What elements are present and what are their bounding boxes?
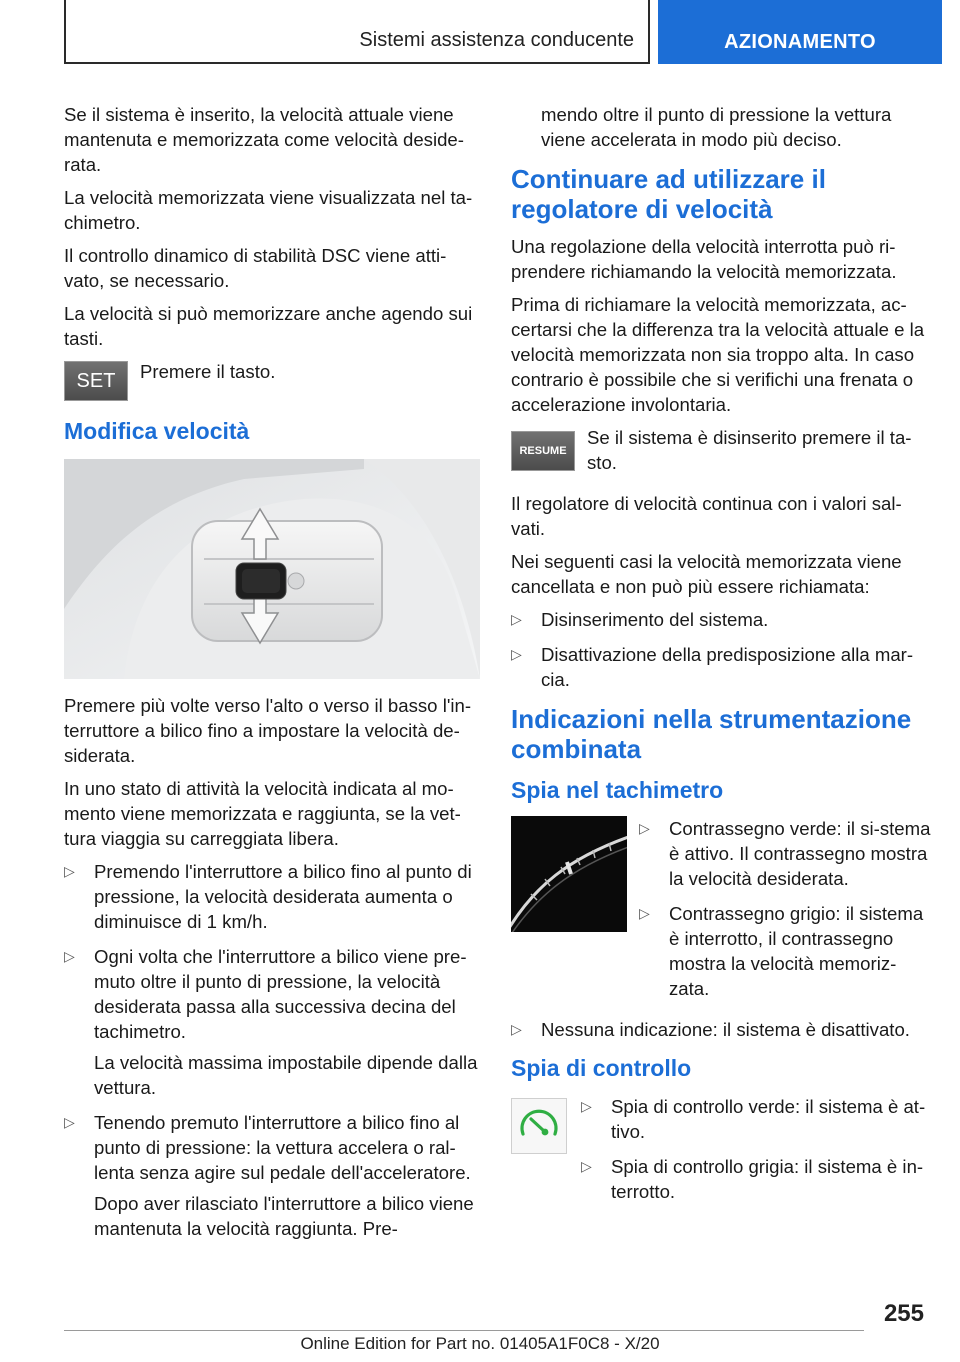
right-column	[511, 102, 931, 1214]
list-item-text: Spia di controllo grigia: il sistema è in-terrotto.	[611, 1156, 924, 1202]
bullet-triangle-icon: ▷	[511, 611, 522, 627]
list-item-text: Disinserimento del sistema.	[541, 609, 769, 630]
set-key-instruction	[64, 359, 482, 401]
paragraph: Una regolazione della velocità interrotta può ri-prendere richiamando la velocità memorizzata.	[511, 236, 897, 282]
paragraph: Il regolatore di velocità continua con i valori sal-vati.	[511, 493, 902, 539]
speedometer-marker-block	[511, 816, 931, 1011]
list-item-text: Ogni volta che l'interruttore a bilico viene pre-muto oltre il punto di pressione, la velocità desiderata passa alla successiva decina del tachimetro.	[94, 946, 467, 1042]
list-item	[64, 944, 482, 1100]
bullet-triangle-icon: ▷	[511, 1021, 522, 1037]
indicator-lamp-list	[581, 1094, 931, 1214]
speed-adjust-list	[64, 859, 482, 1241]
bullet-triangle-icon: ▷	[639, 905, 650, 921]
list-item	[581, 1154, 931, 1204]
paragraph-continued: mendo oltre il punto di pressione la vettura viene accelerata in modo più deciso.	[541, 104, 892, 150]
list-item-text: Contrassegno verde: il si-stema è attivo. Il contrassegno mostra la velocità desiderata.	[669, 818, 931, 889]
resume-key-text: Se il sistema è disinserito premere il ta-sto.	[587, 427, 912, 473]
speedometer-marker-image	[511, 816, 627, 932]
bullet-triangle-icon: ▷	[64, 1114, 75, 1130]
paragraph: Prima di richiamare la velocità memorizzata, ac-certarsi che la differenza tra la velocità attuale e la velocità memorizzata non sia troppo alta. In caso contrario è possibile che si verifichi una frenata o accelerazione involontaria.	[511, 294, 925, 415]
header-section-title: Sistemi assistenza conducente	[359, 29, 634, 51]
bullet-triangle-icon: ▷	[64, 863, 75, 879]
list-item-text: Disattivazione della predisposizione alla mar-cia.	[541, 644, 914, 690]
cruise-control-indicator-icon	[511, 1098, 567, 1154]
bullet-triangle-icon: ▷	[511, 646, 522, 662]
bullet-triangle-icon: ▷	[64, 948, 75, 964]
paragraph: Il controllo dinamico di stabilità DSC viene atti-vato, se necessario.	[64, 245, 447, 291]
resume-key-icon	[511, 431, 575, 471]
indicator-lamp-block	[511, 1094, 931, 1214]
list-item-note: Dopo aver rilasciato l'interruttore a bilico viene mantenuta la velocità raggiunta. Pre-	[94, 1193, 474, 1239]
page-number: 255	[883, 1300, 924, 1327]
list-item	[64, 1110, 482, 1241]
heading-modifica-velocita: Modifica velocità	[64, 418, 250, 444]
speedometer-marker-list-extra	[511, 1017, 931, 1042]
heading-spia-controllo: Spia di controllo	[511, 1055, 692, 1081]
set-key-label: SET	[76, 369, 116, 392]
speedometer-marker-list	[639, 816, 931, 1011]
list-item-text: Premendo l'interruttore a bilico fino al punto di pressione, la velocità desiderata aumenta o diminuisce di 1 km/h.	[94, 861, 472, 932]
bullet-triangle-icon: ▷	[581, 1158, 592, 1174]
header-chapter-tab[interactable]	[658, 0, 942, 64]
heading-spia-tachimetro: Spia nel tachimetro	[511, 777, 724, 803]
bullet-triangle-icon: ▷	[639, 820, 650, 836]
steering-wheel-rocker-switch-photo	[64, 459, 480, 679]
header-section-box	[64, 0, 650, 64]
heading-indicazioni: Indicazioni nella strumentazione combinata	[511, 704, 912, 764]
set-key-icon	[64, 361, 128, 401]
set-key-text: Premere il tasto.	[140, 361, 276, 382]
footer-divider	[64, 1330, 864, 1331]
list-item	[639, 901, 931, 1001]
list-item-text: Tenendo premuto l'interruttore a bilico fino al punto di pressione: la vettura accelera o ral-lenta senza agire sul pedale dell'acceleratore.	[94, 1112, 471, 1183]
footer-edition: Online Edition for Part no. 01405A1F0C8 - X/20	[300, 1334, 660, 1353]
left-column	[64, 102, 482, 1251]
list-item-text: Contrassegno grigio: il sistema è interrotto, il contrassegno mostra la velocità memoriz-zata.	[669, 903, 924, 999]
resume-key-instruction	[511, 425, 931, 475]
paragraph: La velocità si può memorizzare anche agendo sui tasti.	[64, 303, 473, 349]
paragraph: La velocità memorizzata viene visualizzata nel ta-chimetro.	[64, 187, 473, 233]
heading-continuare: Continuare ad utilizzare il regolatore di velocità	[511, 164, 826, 224]
header-chapter-title: AZIONAMENTO	[724, 31, 876, 53]
bullet-triangle-icon: ▷	[581, 1098, 592, 1114]
cancel-conditions-list	[511, 607, 931, 692]
list-item	[639, 816, 931, 891]
paragraph: In uno stato di attività la velocità indicata al mo-mento viene memorizzata e raggiunta, se la vet-tura viaggia su carreggiata libera.	[64, 778, 461, 849]
list-item	[511, 642, 931, 692]
paragraph: Nei seguenti casi la velocità memorizzata viene cancellata e non può più essere richiamata:	[511, 551, 902, 597]
list-item	[511, 1017, 931, 1042]
paragraph: Se il sistema è inserito, la velocità attuale viene mantenuta e memorizzata come velocità deside-rata.	[64, 104, 464, 175]
list-item	[581, 1094, 931, 1144]
paragraph: Premere più volte verso l'alto o verso il basso l'in-terruttore a bilico fino a impostare la velocità de-siderata.	[64, 695, 472, 766]
resume-key-label: RESUME	[519, 445, 567, 457]
list-item-text: Nessuna indicazione: il sistema è disattivato.	[541, 1019, 910, 1040]
list-item	[64, 859, 482, 934]
list-item-note: La velocità massima impostabile dipende dalla vettura.	[94, 1052, 478, 1098]
list-item-text: Spia di controllo verde: il sistema è at-tivo.	[611, 1096, 926, 1142]
list-item	[511, 607, 931, 632]
